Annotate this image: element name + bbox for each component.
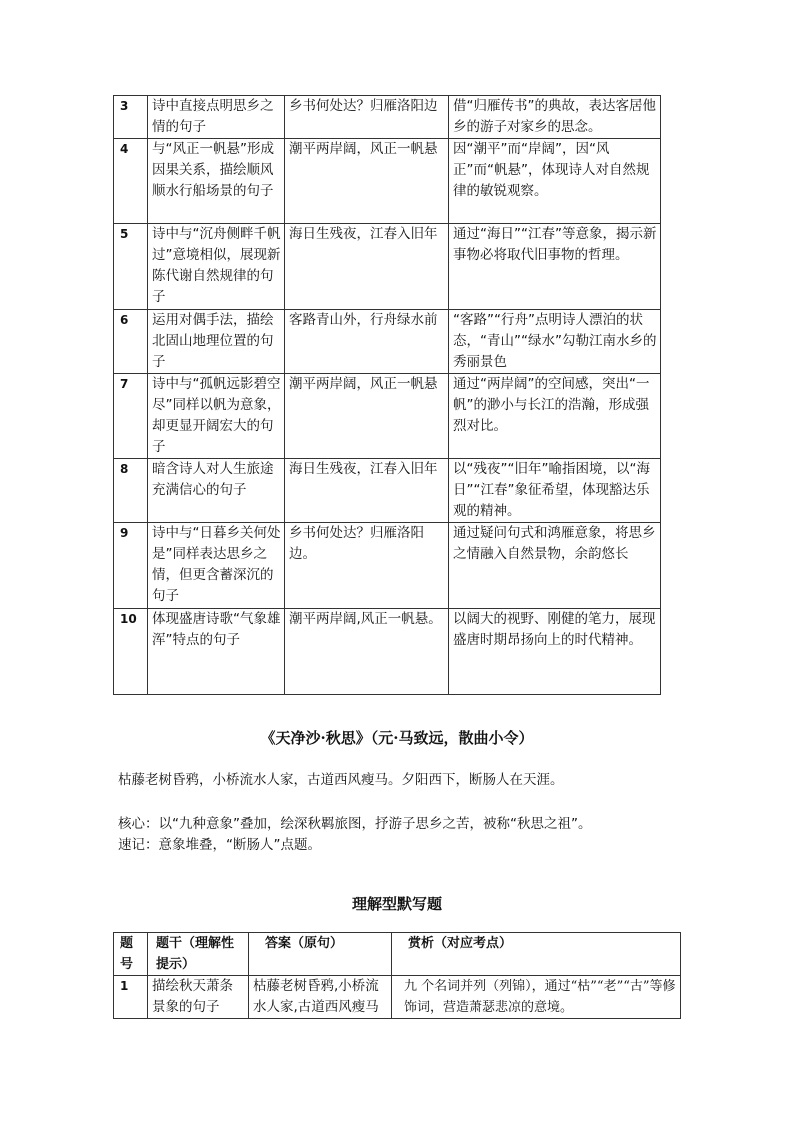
row-answer: 乡书何处达？归雁洛阳边 — [285, 96, 449, 139]
row-answer: 海日生残夜，江春入旧年 — [285, 224, 449, 310]
row-prompt: 诗中与“沉舟侧畔千帆过”意境相似，展现新陈代谢自然规律的句子 — [148, 224, 285, 310]
row-analysis: 以阔大的视野、刚健的笔力，展现盛唐时期昂扬向上的时代精神。 — [449, 609, 661, 695]
row-analysis: 借“归雁传书”的典故，表达客居他乡的游子对家乡的思念。 — [449, 96, 661, 139]
row-prompt: 与“风正一帆悬”形成因果关系，描绘顺风顺水行船场景的句子 — [148, 139, 285, 224]
row-analysis: 因“潮平”而“岸阔”，因“风正”而“帆悬”，体现诗人对自然规律的敏锐观察。 — [449, 139, 661, 224]
row-number: 4 — [114, 139, 148, 224]
poem-memo-note: 速记：意象堆叠，“断肠人”点题。 — [118, 837, 321, 853]
header-analysis: 赏析（对应考点） — [392, 933, 681, 976]
header-prompt: 题干（理解性提示） — [148, 933, 249, 976]
table-row — [114, 224, 661, 310]
row-answer: 潮平两岸阔，风正一帆悬 — [285, 139, 449, 224]
table-row — [114, 139, 661, 224]
row-number: 10 — [114, 609, 148, 695]
poem-text: 枯藤老树昏鸦，小桥流水人家，古道西风瘦马。夕阳西下，断肠人在天涯。 — [118, 772, 564, 788]
section-title: 理解型默写题 — [351, 895, 442, 913]
poem-core-note: 核心：以“九种意象”叠加，绘深秋羁旅图，抒游子思乡之苦，被称“秋思之祖”。 — [118, 816, 592, 832]
row-answer: 枯藤老树昏鸦,小桥流水人家,古道西风瘦马 — [249, 976, 392, 1019]
row-number: 6 — [114, 310, 148, 374]
table-row — [114, 374, 661, 459]
row-analysis: “客路”“行舟”点明诗人漂泊的状态，“青山”“绿水”勾勒江南水乡的秀丽景色 — [449, 310, 661, 374]
row-prompt: 暗含诗人对人生旅途充满信心的句子 — [148, 459, 285, 523]
row-prompt: 描绘秋天萧条景象的句子 — [148, 976, 249, 1019]
row-answer: 海日生残夜，江春入旧年 — [285, 459, 449, 523]
table-row — [114, 523, 661, 609]
row-answer: 潮平两岸阔，风正一帆悬 — [285, 374, 449, 459]
table-tianjingsha-comprehension — [113, 932, 681, 1019]
row-analysis: 通过疑问句式和鸿雁意象，将思乡之情融入自然景物，余韵悠长 — [449, 523, 661, 609]
row-answer: 潮平两岸阔,风正一帆悬。 — [285, 609, 449, 695]
row-prompt: 诗中与“日暮乡关何处是”同样表达思乡之情，但更含蓄深沉的句子 — [148, 523, 285, 609]
row-prompt: 诗中直接点明思乡之情的句子 — [148, 96, 285, 139]
row-number: 3 — [114, 96, 148, 139]
table-row — [114, 609, 661, 695]
header-answer: 答案（原句） — [249, 933, 392, 976]
row-answer: 乡书何处达？归雁洛阳边。 — [285, 523, 449, 609]
table-row — [114, 976, 681, 1019]
table-tengwangge-comprehension — [113, 95, 661, 695]
row-prompt: 诗中与“孤帆远影碧空尽”同样以帆为意象，却更显开阔宏大的句子 — [148, 374, 285, 459]
table-row — [114, 96, 661, 139]
row-prompt: 运用对偶手法，描绘北固山地理位置的句子 — [148, 310, 285, 374]
row-analysis: 通过“两岸阔”的空间感，突出“一帆”的渺小与长江的浩瀚，形成强烈对比。 — [449, 374, 661, 459]
table-header-row — [114, 933, 681, 976]
row-number: 5 — [114, 224, 148, 310]
poem-title: 《天净沙·秋思》（元·马致远，散曲小令） — [260, 729, 534, 747]
row-number: 7 — [114, 374, 148, 459]
row-number: 8 — [114, 459, 148, 523]
row-number: 1 — [114, 976, 148, 1019]
table-row — [114, 459, 661, 523]
row-number: 9 — [114, 523, 148, 609]
header-num: 题号 — [114, 933, 148, 976]
row-analysis: 通过“海日”“江春”等意象，揭示新事物必将取代旧事物的哲理。 — [449, 224, 661, 310]
row-analysis: 九 个名词并列（列锦），通过“枯”“老”“古”等修饰词，营造萧瑟悲凉的意境。 — [392, 976, 681, 1019]
row-analysis: 以“残夜”“旧年”喻指困境，以“海日”“江春”象征希望，体现豁达乐观的精神。 — [449, 459, 661, 523]
row-prompt: 体现盛唐诗歌“气象雄浑”特点的句子 — [148, 609, 285, 695]
table-row — [114, 310, 661, 374]
row-answer: 客路青山外，行舟绿水前 — [285, 310, 449, 374]
